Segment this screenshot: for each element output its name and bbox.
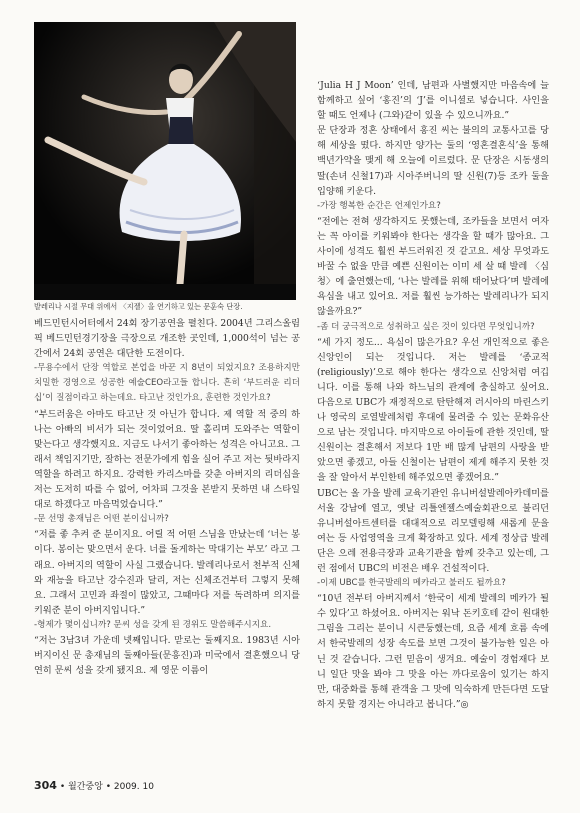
interview-question: -좀 더 궁극적으로 성취하고 싶은 것이 있다면 무엇입니까? (317, 321, 535, 332)
photo-caption: 발레리나 시절 무대 위에서 〈지젤〉을 연기하고 있는 문훈숙 단장. (34, 302, 243, 311)
article-paragraph: “전에는 전혀 생각하지도 못했는데, 조카들을 보면서 여자는 꼭 아이를 키워봐야 한다는 생각을 할 때가 많아요. 그 사이에 성격도 훨씬 부드러워진 것 같고요. 세상 무엇과도 바꿀 수 없을 만큼 예쁜 신원이는 이미 세 살 때 발레 〈심청〉에 출연했는데, ‘나는 발레를 위해 태어났다’며 발레에 욕심을 내고 있어요. 저를 훨씬 능가하는 발레리나가 되지 않을까요?” (317, 215, 549, 318)
issue-date: 2009. 10 (113, 782, 154, 792)
article-paragraph: 문 단장과 정혼 상태에서 홍진 씨는 불의의 교통사고를 당해 세상을 떴다. 하지만 양가는 둘의 ‘영혼결혼식’을 통해 백년가약을 맺게 해 오늘에 이르렀다. 문 단장은 시동생의 딸(손녀 신철17)과 시아주버니의 딸 신원(7)등 조카 둘을 입양해 키운다. (317, 125, 549, 197)
interview-question: -문 선명 총재님은 어떤 분이십니까? (34, 514, 169, 525)
article-paragraph: ‘Julia H J Moon’ 인데, 남편과 사별했지만 마음속에 늘 함께하고 싶어 ‘홍진’의 ‘J’를 이니셜로 넣습니다. 사인을 할 때도 언제나 (그와)같이 있을 수 있으니까요.” (317, 80, 549, 122)
interview-question: -무용수에서 단장 역할로 본업을 바꾼 지 8년이 되었지요? 조용하지만 치밀한 경영으로 성공한 예술CEO라고들 합니다. 흔히 ‘부드러운 리더십’이 질점이라고 하는데요. 타고난 것인가요, 훈련한 것인가요? (34, 363, 300, 404)
page-number: 304 (34, 779, 57, 792)
article-paragraph: “세 가지 정도... 욕심이 많은가요? 우선 개인적으로 좋은 신앙인이 되는 것입니다. 저는 발레를 ‘종교적(religiously)’으로 해야 한다는 생각으로 신앙처럼 여깁니다. 이를 통해 나와 하느님의 관계에 충실하고 싶어요. 다음으로 UBC가 재정적으로 탄탄해져 러시아의 마린스키나 영국의 로열발레처럼 후대에 물려줄 수 있는 문화유산으로 남는 것입니다. 마지막으로 아이들에 관한 것인데, 딸 신원이는 결혼해서 저보다 1만 배 많게 남편의 사랑을 받았으면 좋겠고, 아들 신철이는 남편이 제게 해주지 못한 것을 잘 알아서 부인한테 해주었으면 좋겠어요.” (317, 336, 549, 484)
footer-separator: • (105, 782, 111, 792)
article-paragraph: “부드러움은 아마도 타고난 것 아닌가 합니다. 제 역할 적 중의 하나는 아빠의 비서가 되는 것이었어요. 딸 홀리며 도와주는 역할이 맞는다고 생각했지요. 지금도 나서기 좋아하는 성격은 아니고요. 그래서 책임지기만, 잘하는 전문가에게 힘을 실어 주고 저는 뒷바라지 역할을 하려고 하지요. 강력한 카리스마를 갖춘 아버지의 리더십을 저는 도저히 따를 수 없어, 어차피 그것을 본받지 못하면 내 스타일대로 하겠다고 마음먹었습니다.” (34, 408, 300, 511)
footer-separator: • (59, 782, 66, 792)
magazine-name: 월간중앙 (68, 782, 103, 792)
ballerina-photo (34, 22, 296, 300)
interview-question: -형제가 몇이십니까? 문씨 성을 갖게 된 경위도 말씀해주시지요. (34, 619, 272, 630)
article-paragraph: “10년 전부터 아버지께서 ‘한국이 세계 발레의 메카가 될 수 있다’고 하셨어요. 아버지는 워낙 돈키호테 같이 원대한 그림을 그리는 분이니 시큰둥했는데, 요즘 세계 흐름 속에서 한국발레의 성장 속도를 보면 그것이 불가능한 일은 아닌 것 같습니다. 그런 믿음이 생겨요. 예술이 경험재다 보니 일단 맛을 봐야 그 맛을 아는 까다로움이 있기는 하지만, 대중화를 통해 관객을 그 맛에 익숙하게 만든다면 도달하지 못할 경지는 아니라고 봅니다.”◎ (317, 593, 549, 710)
article-paragraph: 베드민턴시어터에서 24회 장기공연을 펼친다. 2004년 그리스올림픽 베드민턴경기장을 극장으로 개조한 곳인데, 1,000석이 넘는 공간에서 24회 공연은 대단한 도전이다. (34, 318, 300, 360)
page-footer (34, 779, 154, 792)
article-paragraph: UBC는 올 가을 발레 교육기관인 유니버설발레아카데미를 서울 강남에 열고, 옛날 리틀엔젤스예술회관으로 불리던 유니버설아트센터를 대대적으로 리모델링해 새롭게 문을 여는 등 사업영역을 크게 확장하고 있다. 세계 정상급 발레단은 으레 전용극장과 교육기관을 함께 갖추고 있는데, 그런 점에서 UBC의 비전은 배우 건설적이다. (317, 487, 549, 574)
interview-question: -가장 행복한 순간은 언제인가요? (317, 200, 441, 211)
article-paragraph: “저를 좋 추켜 준 분이지요. 어릴 적 어떤 스님을 만났는데 ‘너는 봉이다. 봉이는 맞으면서 운다. 너를 돌게하는 막대기는 부모’ 라고 그래요. 아버지의 역할이 사실 그랬습니다. 발레리나로서 천부적 신체와 재능을 타고난 강수진과 달리, 저는 신체조건부터 그렇지 못해요. 그래서 고민과 좌절이 많았고, 그때마다 저를 독려하며 의지를 키워준 분이 아버지입니다.” (34, 529, 300, 616)
article-column-right (317, 78, 549, 712)
article-column-left (34, 316, 300, 678)
article-paragraph: “저는 3남3녀 가운데 넷째입니다. 맏로는 둘째지요. 1983년 시아버지이신 문 총재님의 둘째아들(문흥진)과 미국에서 결혼했으니 당연히 문씨 성을 갖게 됐지요. 제 영문 이름이 (34, 634, 300, 677)
ballerina-illustration (34, 22, 296, 300)
interview-question: -이제 UBC를 한국발레의 메카라고 불러도 될까요? (317, 578, 506, 589)
